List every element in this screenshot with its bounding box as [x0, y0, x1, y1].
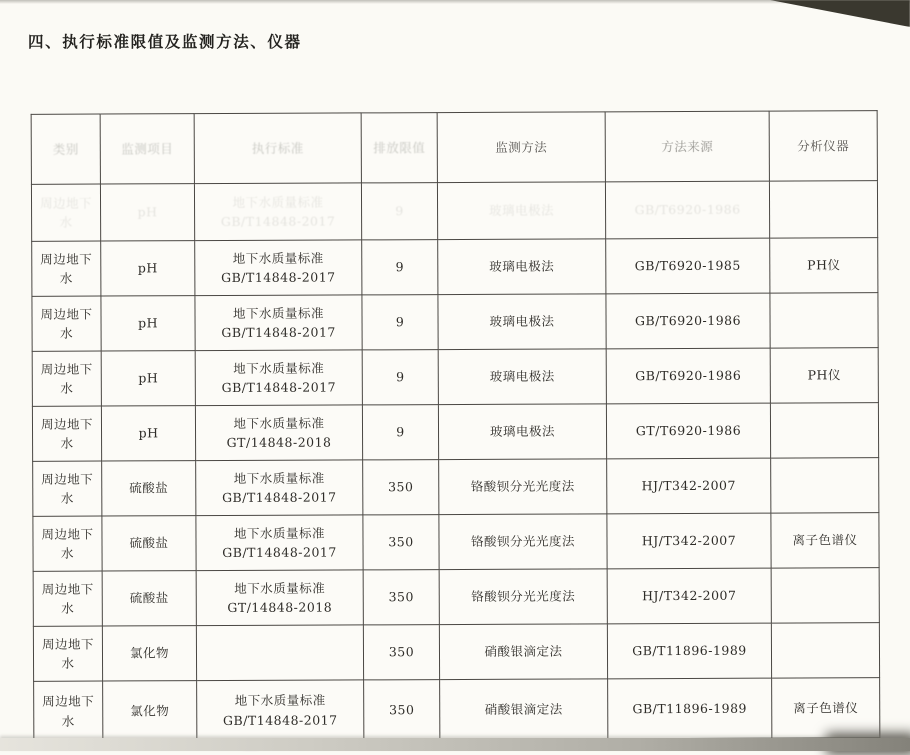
column-header-source: 方法来源 — [605, 111, 769, 182]
table-cell: 周边地下水 — [32, 296, 101, 351]
table-cell: 地下水质量标准GB/T14848-2017 — [196, 515, 363, 571]
table-cell — [771, 458, 879, 513]
table-cell: GB/T6920-1986 — [606, 293, 770, 349]
table-row — [33, 513, 879, 572]
table-row — [32, 238, 878, 297]
table-cell: GB/T6920-1986 — [606, 348, 770, 404]
table-cell: 氯化物 — [102, 626, 196, 681]
page-title: 四、执行标准限值及监测方法、仪器 — [28, 32, 302, 51]
table-cell: 铬酸钡分光光度法 — [439, 459, 607, 515]
table-header-row — [31, 111, 877, 185]
table-row — [33, 458, 879, 517]
table-cell: 离子色谱仪 — [772, 678, 880, 738]
table-cell — [769, 181, 877, 238]
table-cell: 硫酸盐 — [102, 571, 196, 626]
table-cell: 硝酸银滴定法 — [440, 679, 608, 740]
table-cell: HJ/T342-2007 — [607, 513, 771, 569]
table-cell: 周边地下水 — [33, 516, 102, 571]
table-cell: 氯化物 — [103, 681, 197, 741]
table-cell: pH — [101, 296, 195, 351]
table-cell — [196, 625, 363, 681]
standards-table — [31, 110, 881, 742]
table-cell — [771, 623, 879, 678]
table-cell: 9 — [362, 405, 438, 460]
table-cell: 周边地下水 — [33, 626, 102, 681]
table-cell: pH — [101, 241, 195, 296]
table-cell: 9 — [361, 183, 437, 240]
table-cell: GB/T6920-1986 — [605, 181, 769, 239]
table-cell: 350 — [364, 680, 440, 740]
table-cell: pH — [100, 184, 194, 241]
table-cell: 地下水质量标准GT/14848-2018 — [196, 570, 363, 626]
table-cell: 地下水质量标准GB/T14848-2017 — [194, 183, 361, 241]
table-cell: 350 — [363, 625, 439, 680]
table-cell: 周边地下水 — [34, 681, 103, 741]
table-cell: 周边地下水 — [32, 406, 101, 461]
table-cell: 地下水质量标准GB/T14848-2017 — [196, 460, 363, 516]
table-cell: 地下水质量标准GB/T14848-2017 — [197, 680, 364, 741]
table-cell: 周边地下水 — [31, 184, 100, 241]
table-cell — [771, 568, 879, 623]
table-cell: 玻璃电极法 — [437, 182, 605, 240]
table-cell: 铬酸钡分光光度法 — [439, 569, 607, 625]
table-cell: 350 — [363, 460, 439, 515]
table-cell: 玻璃电极法 — [438, 239, 606, 295]
table-cell: 硫酸盐 — [102, 461, 196, 516]
table-cell: 离子色谱仪 — [771, 513, 879, 568]
scan-corner-artifact — [770, 0, 910, 27]
table-row — [34, 678, 880, 742]
table-cell: 9 — [362, 240, 438, 295]
table-cell: 周边地下水 — [33, 461, 102, 516]
column-header-item: 监测项目 — [100, 114, 194, 184]
table-cell: 地下水质量标准GB/T14848-2017 — [195, 240, 362, 296]
table-row — [33, 623, 879, 682]
table-cell: 玻璃电极法 — [438, 294, 606, 350]
table-row — [33, 568, 879, 627]
table-cell: 玻璃电极法 — [438, 404, 606, 460]
table-cell: HJ/T342-2007 — [607, 458, 771, 514]
column-header-category: 类别 — [31, 114, 100, 184]
column-header-instrument: 分析仪器 — [769, 111, 877, 181]
table-cell: pH — [101, 351, 195, 406]
table-cell: 周边地下水 — [32, 351, 101, 406]
column-header-limit: 排放限值 — [361, 113, 437, 183]
table-cell: 9 — [362, 295, 438, 350]
table-cell: 周边地下水 — [33, 571, 102, 626]
table-cell: GT/T6920-1986 — [606, 403, 770, 459]
table-cell: PH仪 — [770, 238, 878, 293]
table-cell: 地下水质量标准GB/T14848-2017 — [195, 295, 362, 351]
table-cell: 玻璃电极法 — [438, 349, 606, 405]
table-cell: GB/T6920-1985 — [606, 238, 770, 294]
table-cell: PH仪 — [770, 348, 878, 403]
table-row — [32, 348, 878, 407]
table-cell: GB/T11896-1989 — [607, 623, 771, 679]
table-row — [32, 293, 878, 352]
table-cell: 地下水质量标准GB/T14848-2017 — [195, 350, 362, 406]
column-header-standard: 执行标准 — [194, 113, 361, 184]
table-row-ghost — [31, 181, 877, 242]
table-cell: 铬酸钡分光光度法 — [439, 514, 607, 570]
table-cell — [770, 403, 878, 458]
table-cell: 9 — [362, 350, 438, 405]
table-cell: HJ/T342-2007 — [607, 568, 771, 624]
table-cell: GB/T11896-1989 — [608, 678, 772, 739]
table-cell — [770, 293, 878, 348]
table-cell: 硝酸银滴定法 — [439, 624, 607, 680]
table-cell: 周边地下水 — [32, 241, 101, 296]
table-row — [32, 403, 878, 462]
scan-bottom-edge-shadow — [0, 738, 910, 751]
table-cell: pH — [101, 406, 195, 461]
table-cell: 350 — [363, 570, 439, 625]
table-cell: 硫酸盐 — [102, 516, 196, 571]
table-cell: 350 — [363, 515, 439, 570]
table-cell: 地下水质量标准GT/14848-2018 — [195, 405, 362, 461]
column-header-method: 监测方法 — [437, 112, 605, 183]
